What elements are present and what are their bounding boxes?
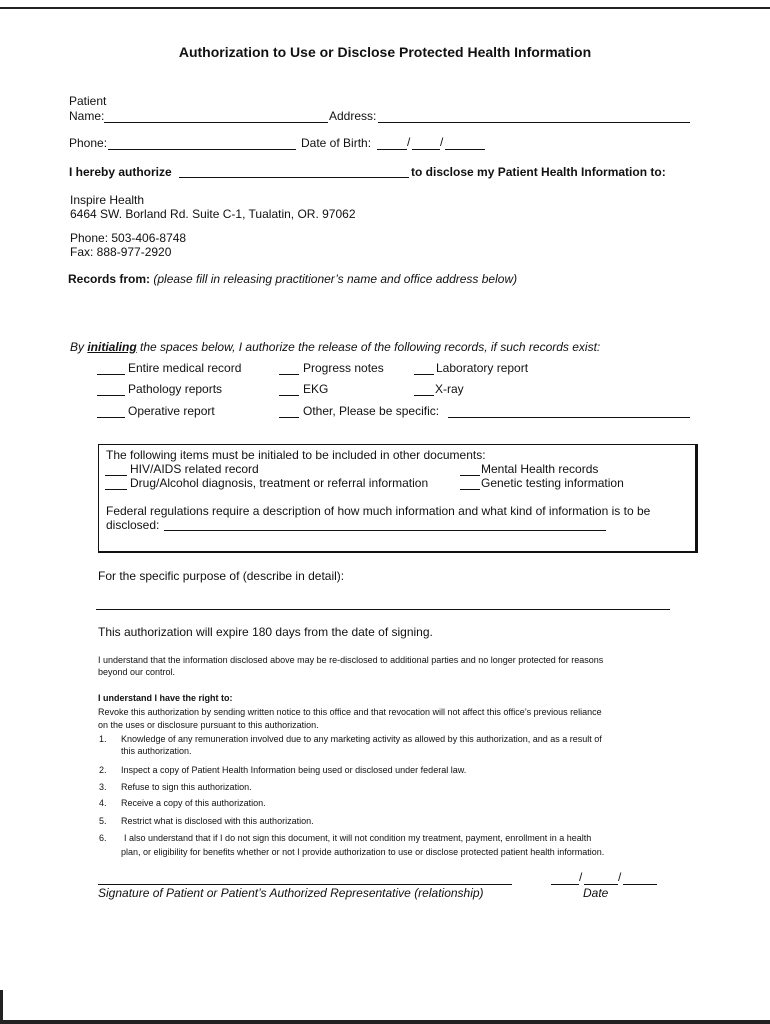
option-genetic: Genetic testing information	[481, 476, 624, 490]
initial-hiv-field[interactable]	[105, 475, 127, 476]
authorize-label: I hereby authorize	[69, 165, 172, 179]
option-operative: Operative report	[128, 404, 215, 418]
name-label: Name:	[69, 109, 105, 123]
option-other: Other, Please be specific:	[303, 404, 440, 418]
redisclose-text-2: beyond our control.	[98, 667, 176, 677]
address-field[interactable]	[378, 122, 690, 123]
recipient-phone: Phone: 503-406-8748	[70, 231, 187, 245]
initial-pathology-field[interactable]	[97, 395, 125, 396]
option-pathology: Pathology reports	[128, 382, 223, 396]
date-day-field[interactable]	[584, 884, 618, 885]
purpose-label: For the specific purpose of (describe in detail):	[98, 569, 345, 583]
right-item-6: I also understand that if I do not sign this document, it will not condition my treatment, payment, enrollment in a health	[124, 833, 592, 843]
right-item-5: Restrict what is disclosed with this authorization.	[121, 816, 314, 826]
dob-label: Date of Birth:	[301, 136, 372, 150]
recipient-address: 6464 SW. Borland Rd. Suite C-1, Tualatin, OR. 97062	[70, 207, 356, 221]
authorize-tail: to disclose my Patient Health Information to:	[411, 165, 666, 179]
signature-label: Signature of Patient or Patient’s Authorized Representative (relationship)	[98, 886, 484, 900]
right-item-3: Refuse to sign this authorization.	[121, 782, 252, 792]
right-item-1: Knowledge of any remuneration involved due to any marketing activity as allowed by this authorization, and as a result of	[121, 734, 602, 744]
recipient-fax: Fax: 888-977-2920	[70, 245, 172, 259]
dob-separator: /	[407, 135, 411, 149]
records-from-label: Records from:	[68, 272, 151, 286]
right-item-4: Receive a copy of this authorization.	[121, 798, 266, 808]
initial-lab-report-field[interactable]	[414, 374, 434, 375]
intro-post: the spaces below, I authorize the release of the following records, if such records exist:	[136, 340, 601, 354]
right-number: 1.	[99, 734, 107, 744]
option-hiv: HIV/AIDS related record	[130, 462, 259, 476]
records-from-hint: (please fill in releasing practitioner’s name and office address below)	[153, 272, 518, 286]
box-heading: The following items must be initialed to be included in other documents:	[106, 448, 486, 462]
redisclose-text-1: I understand that the information disclosed above may be re-disclosed to additional parties and no longer protected for reasons	[98, 655, 604, 665]
date-separator: /	[618, 870, 622, 884]
initial-ekg-field[interactable]	[279, 395, 299, 396]
patient-label: Patient	[69, 94, 107, 108]
date-month-field[interactable]	[551, 884, 579, 885]
patient-name-field[interactable]	[104, 122, 328, 123]
initial-operative-field[interactable]	[97, 417, 125, 418]
dob-separator: /	[440, 135, 444, 149]
signature-field[interactable]	[98, 884, 512, 885]
authorize-field[interactable]	[179, 177, 409, 178]
dob-day-field[interactable]	[412, 149, 440, 150]
date-label: Date	[583, 886, 609, 900]
scan-edge-top	[0, 0, 770, 9]
scan-edge-left	[0, 990, 3, 1024]
revoke-text-1: Revoke this authorization by sending written notice to this office and that revocation will not affect this office’s previous reliance	[98, 707, 602, 717]
form-title: Authorization to Use or Disclose Protected Health Information	[178, 44, 592, 60]
initial-drug-alcohol-field[interactable]	[105, 489, 127, 490]
initialing-intro	[70, 340, 600, 354]
right-number: 2.	[99, 765, 107, 775]
rights-heading: I understand I have the right to:	[98, 693, 233, 703]
federal-text-2: disclosed:	[106, 518, 160, 532]
scan-edge-bottom	[0, 1020, 770, 1024]
recipient-name: Inspire Health	[70, 193, 145, 207]
records-from	[68, 272, 517, 286]
disclosed-description-field[interactable]	[164, 530, 606, 531]
initial-entire-record-field[interactable]	[97, 374, 125, 375]
intro-emph: initialing	[87, 340, 137, 354]
initial-genetic-field[interactable]	[460, 489, 480, 490]
date-year-field[interactable]	[623, 884, 657, 885]
phone-label: Phone:	[69, 136, 108, 150]
dob-month-field[interactable]	[377, 149, 407, 150]
initial-other-field[interactable]	[279, 417, 299, 418]
initial-xray-field[interactable]	[414, 395, 434, 396]
option-progress-notes: Progress notes	[303, 361, 384, 375]
option-ekg: EKG	[303, 382, 329, 396]
initial-mental-health-field[interactable]	[460, 475, 480, 476]
option-xray: X-ray	[435, 382, 464, 396]
revoke-text-2: on the uses or disclosure pursuant to this authorization.	[98, 720, 319, 730]
other-specify-field[interactable]	[448, 417, 690, 418]
federal-text-1: Federal regulations require a description of how much information and what kind of information is to be	[106, 504, 651, 518]
option-drug-alcohol: Drug/Alcohol diagnosis, treatment or referral information	[130, 476, 429, 490]
right-number: 3.	[99, 782, 107, 792]
dob-year-field[interactable]	[445, 149, 485, 150]
purpose-field[interactable]	[96, 609, 670, 610]
right-number: 4.	[99, 798, 107, 808]
right-item-6-cont: plan, or eligibility for benefits whether or not I provide authorization to use or disclose protected patient health information.	[121, 847, 605, 857]
right-number: 5.	[99, 816, 107, 826]
expiry-text: This authorization will expire 180 days from the date of signing.	[98, 625, 433, 639]
address-label: Address:	[329, 109, 377, 123]
option-lab-report: Laboratory report	[436, 361, 529, 375]
date-separator: /	[579, 870, 583, 884]
phone-field[interactable]	[108, 149, 296, 150]
intro-pre: By	[70, 340, 88, 354]
right-item-1-cont: this authorization.	[121, 746, 192, 756]
option-entire-record: Entire medical record	[128, 361, 242, 375]
right-item-2: Inspect a copy of Patient Health Information being used or disclosed under federal law.	[121, 765, 467, 775]
initial-progress-notes-field[interactable]	[279, 374, 299, 375]
option-mental-health: Mental Health records	[481, 462, 599, 476]
right-number: 6.	[99, 833, 107, 843]
